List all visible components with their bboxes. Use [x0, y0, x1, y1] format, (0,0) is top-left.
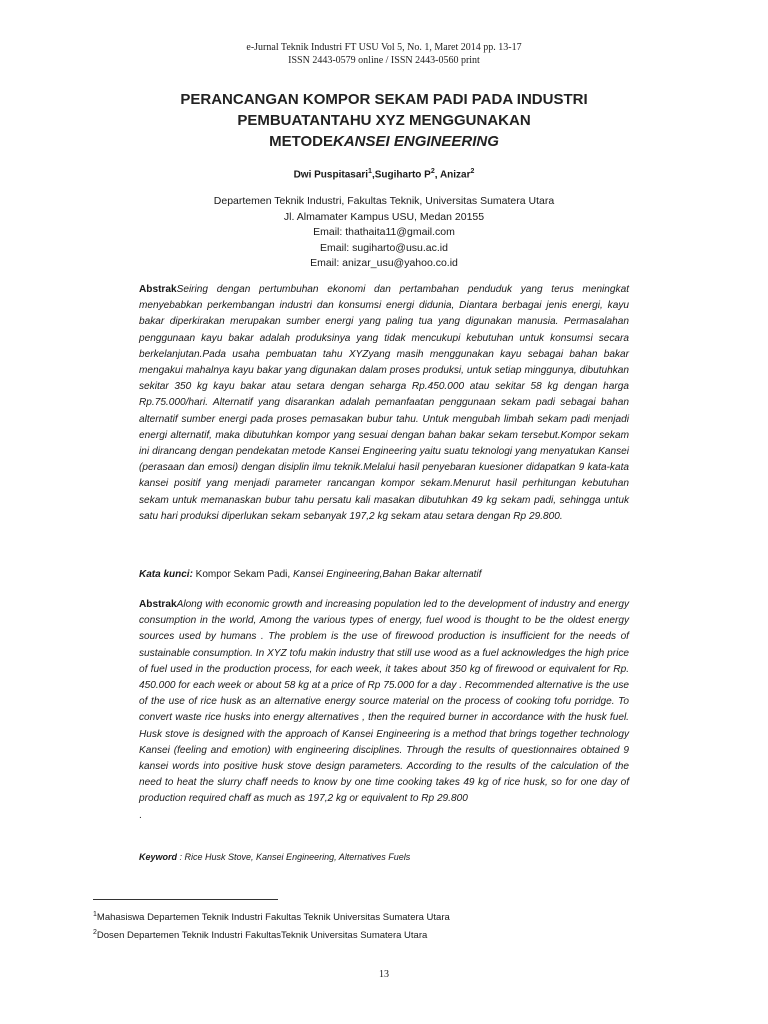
paper-title	[60, 89, 708, 152]
page-number: 13	[379, 969, 389, 980]
affiliation-email-3: Email: anizar_usu@yahoo.co.id	[310, 257, 458, 269]
keywords-en-label: Keyword	[139, 852, 178, 862]
keywords-en-text: : Rice Husk Stove, Kansei Engineering, Alternatives Fuels	[177, 852, 411, 862]
author-3: , Anizar	[434, 169, 471, 181]
title-line-3-prefix: METODE	[269, 133, 334, 150]
author-1: Dwi Puspitasari	[293, 169, 369, 181]
keywords-indonesian	[139, 568, 629, 582]
author-list	[0, 165, 768, 182]
abstract-en-label: Abstrak	[139, 599, 177, 610]
abstract-en-text: Along with economic growth and increasing population led to the development of industry and energy consumption in the world, Among the various types of energy, fuel wood is thought to be the oldest energy sources used by humans . The problem is the use of firewood production is insufficient for the needs of sustainable consumption. In XYZ tofu makin industry that still use wood as a fuel acknowledges the high price of fuel used in the production process, for each week, it takes about 350 kg of firewood or equivalent for Rp. 450.000 for each week or about 58 kg at a price of Rp 75.000 for a day . Recommended alternative is the use of the use of rice husk as an alternative energy source material on the process of cooking tofu porridge. To convert waste rice husks into energy alternatives , then the required burner in accordance with the husk fuel. Husk stove is designed with the approach of Kansei Engineering is a method that brings together technology Kansei (feeling and emotion) with engineering disciplines. Through the results of questionnaires obtained 9 kansei words into positive husk stove design parameters. According to the results of the calculation of the need to heat the slurry chaff needs to know by one time cooking takes 49 kg of rice husk, so for one day of production required chaff as much as 197,2 kg or equivalent to Rp 29.800	[139, 599, 629, 805]
footnote-1	[93, 907, 693, 925]
keywords-id-italic: Kansei Engineering,Bahan Bakar alternatif	[292, 569, 482, 580]
journal-header	[0, 41, 768, 67]
author-3-sup: 2	[470, 168, 475, 175]
footnote-2	[93, 925, 693, 943]
abstract-en-trailing: .	[139, 809, 142, 821]
author-2-sup: 2	[430, 168, 435, 175]
footnotes	[93, 907, 693, 943]
title-line-1: PERANCANGAN KOMPOR SEKAM PADI PADA INDUSTRI	[180, 91, 588, 108]
footnote-1-sup: 1	[93, 911, 97, 918]
footnote-1-text: Mahasiswa Departemen Teknik Industri Fakultas Teknik Universitas Sumatera Utara	[96, 912, 450, 924]
journal-issn: ISSN 2443-0579 online / ISSN 2443-0560 print	[288, 55, 480, 66]
footnote-2-text: Dosen Departemen Teknik Industri FakultasTeknik Universitas Sumatera Utara	[96, 930, 428, 942]
title-line-3	[60, 131, 708, 152]
keywords-id-label: Kata kunci:	[139, 569, 193, 580]
abstract-id-label: Abstrak	[139, 284, 177, 295]
keywords-id-plain: Kompor Sekam Padi,	[192, 569, 293, 580]
footnote-2-sup: 2	[93, 929, 97, 937]
abstract-indonesian	[139, 282, 629, 525]
author-2: ,Sugiharto P	[371, 169, 431, 181]
affiliation-email-1: Email: thathaita11@gmail.com	[313, 226, 455, 238]
author-1-sup: 1	[368, 168, 372, 175]
affiliation-block	[0, 194, 768, 272]
title-line-2: PEMBUATANTAHU XYZ MENGGUNAKAN	[237, 112, 531, 129]
abstract-id-text: Seiring dengan pertumbuhan ekonomi dan pertambahan penduduk yang terus meningkat menyebabkan perkembangan industri dan konsumsi energi didunia, Diantara berbagai jenis energi, kayu bakar diperkirakan merupakan sumber energi yang paling tua yang digunakan manusia. Permasalahan penggunaan kayu bakar adalah produksinya yang tidak mencukupi kebutuhan untuk konsumsi secara berkelanjutan.Pada usaha pembuatan tahu XYZyang masih menggunakan kayu sebagai bahan bakar mengakui mahalnya kayu bakar yang digunakan dalam proses produksi, untuk setiap minggunya, dibutuhkan sekitar 350 kg kayu bakar atau setara dengan seharga Rp.450.000 atau sekitar 58 kg dengan harga Rp.75.000/hari. Alternatif yang disarankan adalah pemanfaatan penggunaan sekam padi sebagai bahan alternatif sumber energi pada proses pemasakan bubur tahu. Untuk mengubah limbah sekam padi menjadi energi alternatif, maka dibutuhkan kompor yang sesuai dengan bahan bakar sekam tersebut.Kompor sekam ini dirancang dengan pendekatan metode Kansei Engineering yaitu suatu teknologi yang menyatukan Kansei (perasaan dan emosi) dengan disiplin ilmu teknik.Melalui hasil penyebaran kuesioner didapatkan 9 kata-kata kansei positif yang menjadi parameter rancangan kompor sekam.Menurut hasil perhitungan kebutuhan sekam untuk memanaskan bubur tahu persatu kali masakan dibutuhkan 49 kg sekam padi, sehingga untuk satu hari produksi diperlukan sekam sebanyak 197,2 kg sekam atau setara dengan Rp 29.800.	[139, 284, 629, 522]
affiliation-address: Jl. Almamater Kampus USU, Medan 20155	[283, 210, 485, 223]
abstract-english	[139, 597, 629, 824]
affiliation-email-2: Email: sugiharto@usu.ac.id	[320, 241, 448, 254]
keywords-english	[139, 850, 629, 864]
footnote-divider	[93, 899, 278, 900]
affiliation-dept: Departemen Teknik Industri, Fakultas Teknik, Universitas Sumatera Utara	[213, 195, 555, 207]
journal-citation: e-Jurnal Teknik Industri FT USU Vol 5, No. 1, Maret 2014 pp. 13-17	[246, 42, 522, 53]
title-line-3-italic: KANSEI ENGINEERING	[333, 133, 499, 150]
